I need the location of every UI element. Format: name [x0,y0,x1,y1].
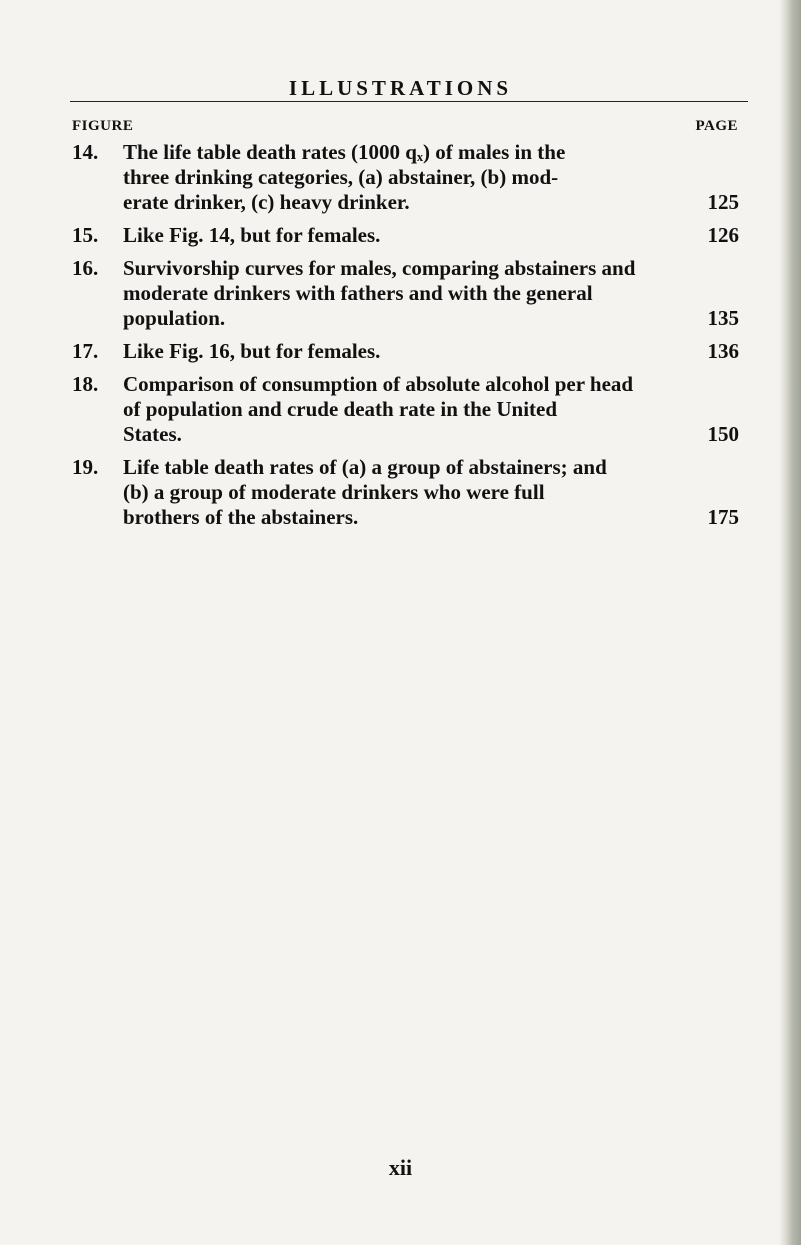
figure-number: 14. [72,140,99,164]
figure-number: 15. [72,223,99,247]
figure-caption [123,455,739,530]
figure-caption [123,223,739,248]
caption-line: population. [123,306,226,330]
running-head: ILLUSTRATIONS [288,76,513,100]
figure-caption [123,339,739,364]
caption-line: The life table death rates (1000 qₓ) of males in the [123,140,566,164]
page-number: 126 [707,223,739,247]
column-heading-page: PAGE [695,118,738,134]
list-item [72,339,739,364]
column-heading-figure: FIGURE [72,118,134,134]
caption-line: (b) a group of moderate drinkers who were full [123,480,545,504]
figure-number: 17. [72,339,99,363]
list-item [72,256,739,331]
caption-line: erate drinker, (c) heavy drinker. [123,190,410,214]
figure-caption [123,140,739,215]
caption-line: Like Fig. 14, but for females. [123,223,381,247]
list-item [72,455,739,530]
page-number: 175 [707,505,739,529]
figure-caption [123,256,739,331]
caption-line: brothers of the abstainers. [123,505,359,529]
list-item [72,140,739,215]
page-number: 150 [707,422,739,446]
caption-line: States. [123,422,182,446]
page-number: 135 [707,306,739,330]
caption-line: Like Fig. 16, but for females. [123,339,381,363]
caption-line: three drinking categories, (a) abstainer, (b) mod- [123,165,559,189]
header-rule [70,101,748,102]
list-item [72,223,739,248]
caption-line: Survivorship curves for males, comparing abstainers and [123,256,636,280]
figure-caption [123,372,739,447]
list-item [72,372,739,447]
caption-line: moderate drinkers with fathers and with the general [123,281,593,305]
page-folio: xii [388,1155,413,1180]
figure-number: 19. [72,455,99,479]
caption-line: Comparison of consumption of absolute alcohol per head [123,372,634,396]
caption-line: of population and crude death rate in the United [123,397,558,421]
figure-number: 18. [72,372,99,396]
caption-line: Life table death rates of (a) a group of abstainers; and [123,455,607,479]
illustrations-list [72,140,739,538]
page-number: 136 [707,339,739,363]
page-number: 125 [707,190,739,214]
figure-number: 16. [72,256,99,280]
